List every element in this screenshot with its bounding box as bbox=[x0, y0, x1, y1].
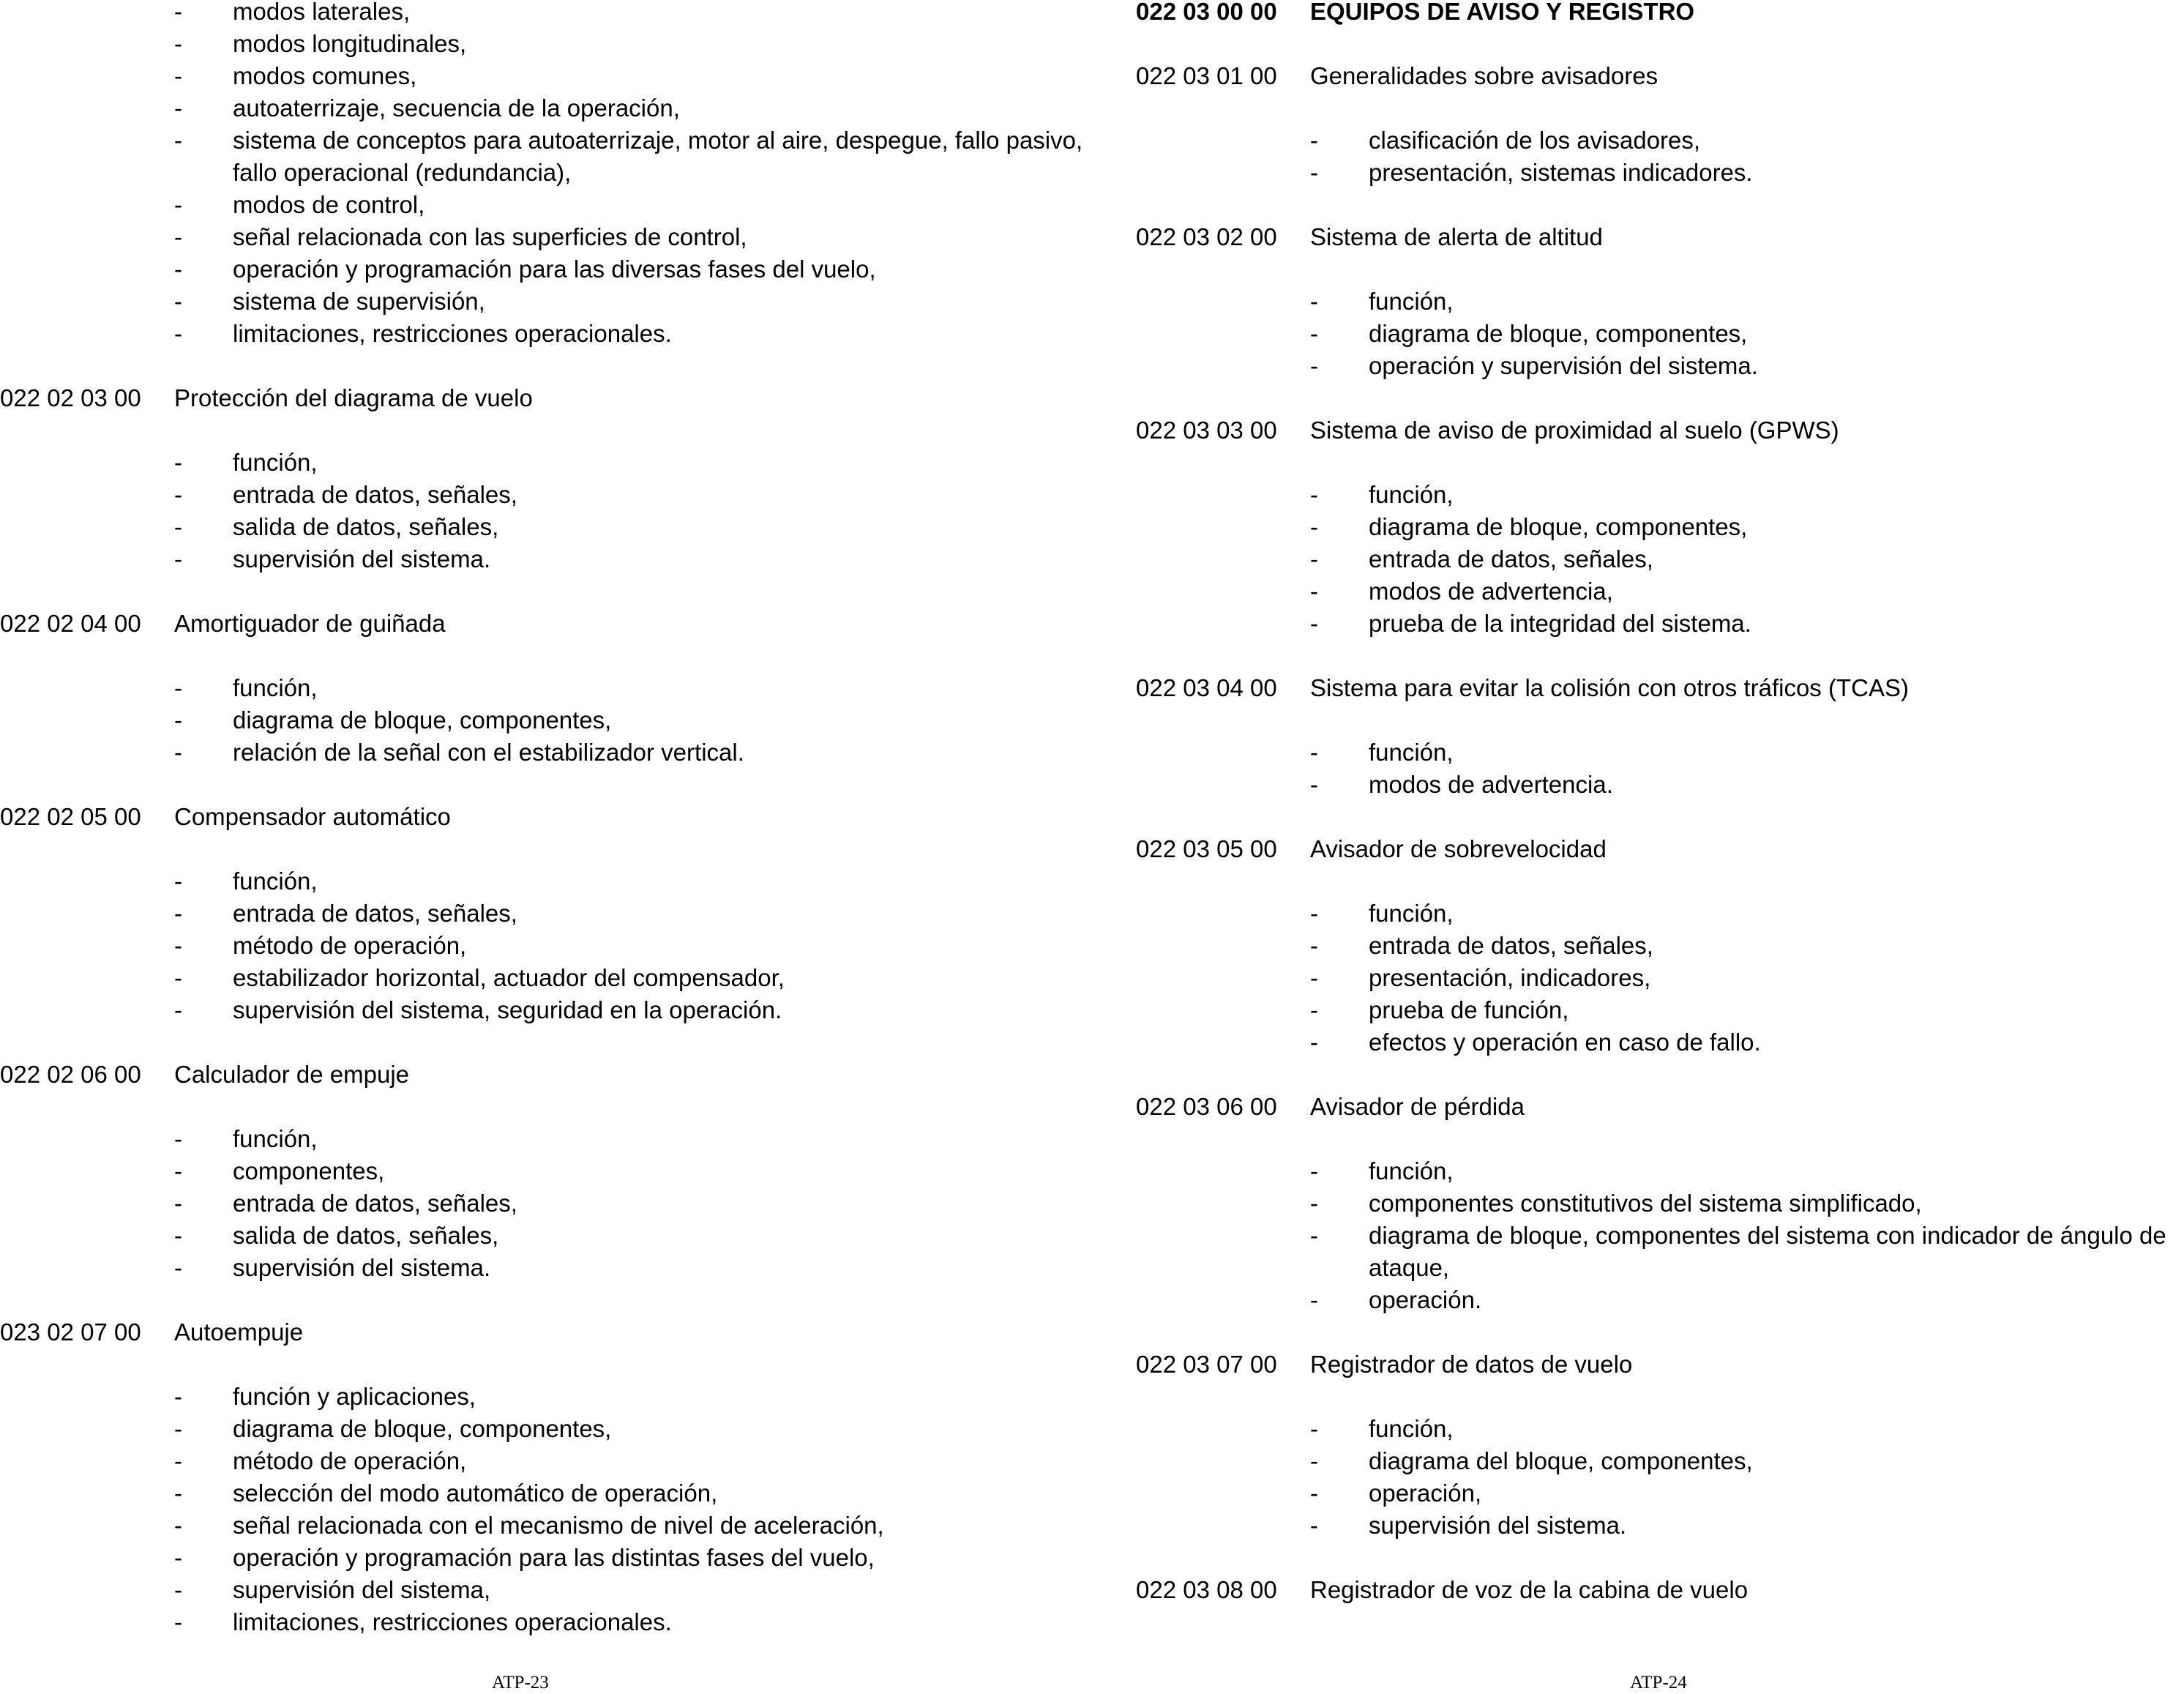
section-heading bbox=[1136, 221, 2184, 253]
list-item-text: relación de la señal con el estabilizador vertical. bbox=[233, 739, 744, 766]
list-item-text: modos comunes, bbox=[233, 62, 417, 89]
section-title: Autoempuje bbox=[174, 1318, 304, 1346]
list-item bbox=[0, 865, 1083, 898]
bullet-dash: - bbox=[1310, 739, 1318, 766]
bullet-list bbox=[1136, 124, 2184, 189]
list-item bbox=[1136, 1155, 2184, 1187]
chapter-code: 022 03 00 00 bbox=[1136, 0, 1277, 25]
section-title: Registrador de datos de vuelo bbox=[1310, 1351, 1633, 1378]
list-item bbox=[1136, 994, 2184, 1026]
list-item bbox=[1136, 1026, 2184, 1059]
list-item-text: método de operación, bbox=[233, 932, 467, 959]
list-item-continuation bbox=[1136, 1252, 2184, 1284]
bullet-dash: - bbox=[1310, 1480, 1318, 1507]
bullet-dash: - bbox=[1310, 578, 1318, 605]
list-item bbox=[1136, 479, 2184, 511]
list-item bbox=[0, 253, 1083, 286]
list-item-text: prueba de la integridad del sistema. bbox=[1369, 610, 1751, 637]
list-item-text: operación y programación para las diversas fases del vuelo, bbox=[233, 255, 876, 283]
list-item bbox=[1136, 511, 2184, 543]
list-item bbox=[0, 92, 1083, 124]
bullet-dash: - bbox=[174, 223, 182, 250]
section-code: 022 03 07 00 bbox=[1136, 1351, 1277, 1378]
bullet-dash: - bbox=[1310, 1157, 1318, 1184]
bullet-dash: - bbox=[174, 900, 182, 927]
bullet-dash: - bbox=[174, 1383, 182, 1410]
section-title: Sistema de aviso de proximidad al suelo (GPWS) bbox=[1310, 417, 1839, 444]
list-item bbox=[1136, 898, 2184, 930]
bullet-dash: - bbox=[174, 1544, 182, 1571]
list-item bbox=[1136, 1187, 2184, 1220]
left-sections bbox=[0, 382, 1083, 1638]
section-code: 022 03 03 00 bbox=[1136, 417, 1277, 444]
section-title: Sistema de alerta de altitud bbox=[1310, 223, 1603, 250]
list-item-text: función, bbox=[1369, 1415, 1454, 1442]
list-item-text: función, bbox=[233, 867, 318, 895]
bullet-dash: - bbox=[174, 1415, 182, 1442]
list-item bbox=[0, 736, 1083, 769]
bullet-dash: - bbox=[1310, 352, 1318, 379]
list-item-text: presentación, indicadores, bbox=[1369, 964, 1651, 991]
section-code: 022 03 02 00 bbox=[1136, 223, 1277, 250]
list-item-text: prueba de función, bbox=[1369, 996, 1569, 1023]
list-item bbox=[1136, 1220, 2184, 1252]
section-title: Generalidades sobre avisadores bbox=[1310, 62, 1658, 89]
list-item-text: componentes constitutivos del sistema simplificado, bbox=[1369, 1190, 1922, 1217]
list-item bbox=[0, 672, 1083, 704]
list-item-text: sistema de supervisión, bbox=[233, 288, 485, 315]
bullet-list bbox=[1136, 736, 2184, 801]
list-item-text: señal relacionada con las superficies de control, bbox=[233, 223, 747, 250]
list-item bbox=[1136, 962, 2184, 994]
list-item-text: función, bbox=[1369, 1157, 1454, 1184]
section-022-03-05-00 bbox=[1136, 833, 2184, 1059]
list-item-text: función, bbox=[1369, 900, 1454, 927]
section-title: Calculador de empuje bbox=[174, 1061, 410, 1088]
bullet-dash: - bbox=[174, 1608, 182, 1635]
section-heading bbox=[1136, 60, 2184, 92]
list-item bbox=[0, 447, 1083, 479]
list-item-text: entrada de datos, señales, bbox=[1369, 932, 1653, 959]
list-item-text: operación y programación para las distintas fases del vuelo, bbox=[233, 1544, 875, 1571]
list-item bbox=[0, 0, 1083, 28]
list-item-text: salida de datos, señales, bbox=[233, 1222, 499, 1249]
list-item bbox=[1136, 608, 2184, 640]
bullet-dash: - bbox=[1310, 1029, 1318, 1056]
section-022-02-05-00 bbox=[0, 801, 1083, 1026]
list-item bbox=[0, 1381, 1083, 1413]
bullet-dash: - bbox=[174, 674, 182, 701]
list-item-text: supervisión del sistema, seguridad en la operación. bbox=[233, 996, 782, 1023]
section-heading bbox=[1136, 833, 2184, 865]
bullet-list bbox=[1136, 479, 2184, 640]
bullet-dash: - bbox=[174, 996, 182, 1023]
list-item-text: estabilizador horizontal, actuador del compensador, bbox=[233, 964, 785, 991]
bullet-dash: - bbox=[174, 739, 182, 766]
list-item-text: función, bbox=[1369, 288, 1454, 315]
bullet-dash: - bbox=[174, 94, 182, 122]
list-item bbox=[0, 1510, 1083, 1542]
section-code: 022 03 01 00 bbox=[1136, 62, 1277, 89]
list-item bbox=[1136, 1284, 2184, 1316]
list-item-text: modos longitudinales, bbox=[233, 30, 467, 57]
right-column bbox=[1136, 0, 2184, 1606]
bullet-dash: - bbox=[174, 1512, 182, 1539]
list-item bbox=[0, 543, 1083, 575]
section-023-02-07-00 bbox=[0, 1316, 1083, 1638]
list-item-text: selección del modo automático de operación, bbox=[233, 1480, 718, 1507]
continued-bullet-list bbox=[0, 0, 1083, 350]
list-item-text: modos laterales, bbox=[233, 0, 411, 25]
bullet-dash: - bbox=[1310, 932, 1318, 959]
list-item-text: sistema de conceptos para autoaterrizaje, motor al aire, despegue, fallo pasivo, fallo operacional (redundancia), bbox=[233, 127, 1083, 186]
section-heading bbox=[0, 1059, 1083, 1091]
list-item-text: supervisión del sistema. bbox=[233, 545, 491, 572]
bullet-dash: - bbox=[174, 932, 182, 959]
bullet-dash: - bbox=[174, 30, 182, 57]
list-item bbox=[0, 930, 1083, 962]
list-item bbox=[0, 318, 1083, 350]
left-column bbox=[0, 0, 1083, 1638]
list-item-text: limitaciones, restricciones operacionales. bbox=[233, 320, 672, 347]
list-item bbox=[0, 1155, 1083, 1187]
bullet-dash: - bbox=[174, 191, 182, 218]
bullet-list bbox=[0, 865, 1083, 1026]
bullet-dash: - bbox=[1310, 1415, 1318, 1442]
list-item bbox=[1136, 350, 2184, 382]
section-title: Avisador de pérdida bbox=[1310, 1093, 1525, 1120]
list-item-text: función, bbox=[1369, 739, 1454, 766]
section-code: 022 02 05 00 bbox=[0, 803, 141, 830]
list-item-text: salida de datos, señales, bbox=[233, 513, 499, 540]
list-item bbox=[0, 1606, 1083, 1638]
bullet-dash: - bbox=[1310, 996, 1318, 1023]
list-item bbox=[1136, 769, 2184, 801]
list-item-text: función, bbox=[233, 674, 318, 701]
list-item-text: diagrama del bloque, componentes, bbox=[1369, 1447, 1753, 1474]
section-code: 023 02 07 00 bbox=[0, 1318, 141, 1346]
list-item bbox=[0, 286, 1083, 318]
list-item-text: efectos y operación en caso de fallo. bbox=[1369, 1029, 1761, 1056]
bullet-dash: - bbox=[174, 867, 182, 895]
section-022-03-01-00 bbox=[1136, 60, 2184, 189]
list-item bbox=[0, 1445, 1083, 1477]
list-item-text: entrada de datos, señales, bbox=[233, 481, 517, 508]
section-heading bbox=[1136, 672, 2184, 704]
bullet-dash: - bbox=[174, 1125, 182, 1152]
list-item-text: clasificación de los avisadores, bbox=[1369, 127, 1701, 154]
bullet-dash: - bbox=[1310, 1190, 1318, 1217]
list-item-text: limitaciones, restricciones operacionales. bbox=[233, 1608, 672, 1635]
list-item bbox=[1136, 1510, 2184, 1542]
section-heading bbox=[1136, 1091, 2184, 1123]
list-item bbox=[1136, 543, 2184, 575]
list-item bbox=[1136, 286, 2184, 318]
list-item bbox=[1136, 124, 2184, 157]
section-code: 022 02 06 00 bbox=[0, 1061, 141, 1088]
list-item bbox=[0, 189, 1083, 221]
list-item-text: componentes, bbox=[233, 1157, 385, 1184]
list-item bbox=[1136, 575, 2184, 608]
bullet-dash: - bbox=[174, 449, 182, 476]
list-item bbox=[0, 962, 1083, 994]
section-heading bbox=[0, 608, 1083, 640]
bullet-dash: - bbox=[1310, 127, 1318, 154]
list-item bbox=[0, 1252, 1083, 1284]
list-item bbox=[0, 1220, 1083, 1252]
right-page bbox=[1136, 0, 2184, 1694]
left-page bbox=[0, 0, 1083, 1694]
list-item bbox=[0, 704, 1083, 736]
bullet-dash: - bbox=[174, 1222, 182, 1249]
bullet-dash: - bbox=[1310, 610, 1318, 637]
chapter-heading bbox=[1136, 0, 2184, 28]
list-item-text: método de operación, bbox=[233, 1447, 467, 1474]
bullet-list bbox=[0, 1123, 1083, 1284]
bullet-dash: - bbox=[174, 0, 182, 25]
bullet-dash: - bbox=[1310, 900, 1318, 927]
section-022-02-04-00 bbox=[0, 608, 1083, 769]
bullet-dash: - bbox=[174, 1157, 182, 1184]
list-item-text: supervisión del sistema. bbox=[1369, 1512, 1627, 1539]
list-item-text: función y aplicaciones, bbox=[233, 1383, 476, 1410]
list-item-text: señal relacionada con el mecanismo de nivel de aceleración, bbox=[233, 1512, 884, 1539]
list-item-text: diagrama de bloque, componentes del sistema con indicador de ángulo de bbox=[1369, 1222, 2166, 1249]
section-022-03-06-00 bbox=[1136, 1091, 2184, 1316]
list-item bbox=[0, 1187, 1083, 1220]
list-item bbox=[1136, 930, 2184, 962]
section-heading bbox=[1136, 1574, 2184, 1606]
list-item-text: función, bbox=[233, 1125, 318, 1152]
bullet-dash: - bbox=[174, 964, 182, 991]
chapter-title: EQUIPOS DE AVISO Y REGISTRO bbox=[1310, 0, 1695, 25]
list-item-text: diagrama de bloque, componentes, bbox=[233, 1415, 612, 1442]
bullet-list bbox=[0, 447, 1083, 575]
list-item-text: entrada de datos, señales, bbox=[233, 1190, 517, 1217]
bullet-list bbox=[1136, 286, 2184, 382]
bullet-dash: - bbox=[1310, 1512, 1318, 1539]
list-item bbox=[0, 1574, 1083, 1606]
bullet-dash: - bbox=[174, 1576, 182, 1603]
bullet-dash: - bbox=[174, 1480, 182, 1507]
bullet-list bbox=[1136, 898, 2184, 1059]
list-item bbox=[0, 1477, 1083, 1510]
section-title: Protección del diagrama de vuelo bbox=[174, 384, 533, 411]
bullet-dash: - bbox=[1310, 964, 1318, 991]
list-item bbox=[0, 60, 1083, 92]
section-code: 022 02 04 00 bbox=[0, 610, 141, 637]
section-022-03-08-00 bbox=[1136, 1574, 2184, 1606]
list-item-text: operación, bbox=[1369, 1480, 1482, 1507]
page-number-right: ATP-24 bbox=[1630, 1673, 1687, 1693]
list-item bbox=[1136, 736, 2184, 769]
bullet-dash: - bbox=[174, 1447, 182, 1474]
section-title: Avisador de sobrevelocidad bbox=[1310, 835, 1607, 862]
bullet-dash: - bbox=[174, 255, 182, 283]
bullet-list bbox=[0, 672, 1083, 769]
bullet-dash: - bbox=[1310, 1447, 1318, 1474]
list-item bbox=[0, 1413, 1083, 1445]
list-item bbox=[0, 511, 1083, 543]
bullet-dash: - bbox=[174, 1190, 182, 1217]
list-item bbox=[0, 221, 1083, 253]
bullet-dash: - bbox=[174, 481, 182, 508]
section-022-02-03-00 bbox=[0, 382, 1083, 575]
bullet-dash: - bbox=[1310, 771, 1318, 798]
list-item bbox=[0, 1542, 1083, 1574]
section-code: 022 03 06 00 bbox=[1136, 1093, 1277, 1120]
bullet-dash: - bbox=[1310, 513, 1318, 540]
list-item-text: ataque, bbox=[1369, 1254, 1450, 1281]
list-item-text: presentación, sistemas indicadores. bbox=[1369, 159, 1753, 186]
section-code: 022 03 05 00 bbox=[1136, 835, 1277, 862]
list-item-text: entrada de datos, señales, bbox=[233, 900, 517, 927]
bullet-dash: - bbox=[1310, 1286, 1318, 1313]
bullet-dash: - bbox=[174, 545, 182, 572]
section-heading bbox=[0, 382, 1083, 414]
list-item-text: diagrama de bloque, componentes, bbox=[233, 706, 612, 734]
bullet-dash: - bbox=[1310, 288, 1318, 315]
section-022-03-03-00 bbox=[1136, 414, 2184, 640]
list-item bbox=[0, 994, 1083, 1026]
list-item-text: autoaterrizaje, secuencia de la operación, bbox=[233, 94, 680, 122]
list-item bbox=[1136, 1413, 2184, 1445]
list-item-text: supervisión del sistema, bbox=[233, 1576, 491, 1603]
list-item bbox=[0, 124, 1083, 189]
section-code: 022 03 04 00 bbox=[1136, 674, 1277, 701]
section-heading bbox=[1136, 1348, 2184, 1381]
list-item bbox=[1136, 1477, 2184, 1510]
list-item-text: diagrama de bloque, componentes, bbox=[1369, 513, 1748, 540]
section-title: Registrador de voz de la cabina de vuelo bbox=[1310, 1576, 1749, 1603]
bullet-dash: - bbox=[174, 127, 182, 154]
section-title: Amortiguador de guiñada bbox=[174, 610, 446, 637]
list-item bbox=[0, 28, 1083, 60]
list-item bbox=[0, 898, 1083, 930]
bullet-dash: - bbox=[174, 288, 182, 315]
section-heading bbox=[0, 801, 1083, 833]
list-item-text: diagrama de bloque, componentes, bbox=[1369, 320, 1748, 347]
section-code: 022 03 08 00 bbox=[1136, 1576, 1277, 1603]
bullet-dash: - bbox=[174, 706, 182, 734]
bullet-dash: - bbox=[174, 320, 182, 347]
list-item-text: función, bbox=[233, 449, 318, 476]
section-022-03-02-00 bbox=[1136, 221, 2184, 382]
section-code: 022 02 03 00 bbox=[0, 384, 141, 411]
list-item-text: modos de advertencia, bbox=[1369, 578, 1613, 605]
list-item-text: función, bbox=[1369, 481, 1454, 508]
section-022-03-07-00 bbox=[1136, 1348, 2184, 1542]
bullet-dash: - bbox=[174, 1254, 182, 1281]
list-item-text: entrada de datos, señales, bbox=[1369, 545, 1653, 572]
bullet-dash: - bbox=[174, 513, 182, 540]
list-item-text: operación y supervisión del sistema. bbox=[1369, 352, 1758, 379]
list-item-text: supervisión del sistema. bbox=[233, 1254, 491, 1281]
bullet-dash: - bbox=[1310, 1222, 1318, 1249]
section-022-02-06-00 bbox=[0, 1059, 1083, 1284]
page-number-left: ATP-23 bbox=[492, 1673, 549, 1693]
list-item-text: modos de advertencia. bbox=[1369, 771, 1613, 798]
list-item bbox=[1136, 1445, 2184, 1477]
bullet-dash: - bbox=[1310, 545, 1318, 572]
list-item bbox=[0, 479, 1083, 511]
bullet-list bbox=[1136, 1413, 2184, 1542]
section-022-03-04-00 bbox=[1136, 672, 2184, 801]
list-item-text: modos de control, bbox=[233, 191, 425, 218]
list-item bbox=[1136, 318, 2184, 350]
section-heading bbox=[0, 1316, 1083, 1348]
section-heading bbox=[1136, 414, 2184, 447]
list-item bbox=[0, 1123, 1083, 1155]
section-title: Compensador automático bbox=[174, 803, 451, 830]
bullet-dash: - bbox=[1310, 481, 1318, 508]
list-item-text: operación. bbox=[1369, 1286, 1482, 1313]
bullet-list bbox=[1136, 1155, 2184, 1316]
bullet-dash: - bbox=[174, 62, 182, 89]
bullet-dash: - bbox=[1310, 320, 1318, 347]
bullet-dash: - bbox=[1310, 159, 1318, 186]
right-sections bbox=[1136, 60, 2184, 1606]
list-item bbox=[1136, 157, 2184, 189]
section-title: Sistema para evitar la colisión con otros tráficos (TCAS) bbox=[1310, 674, 1909, 701]
bullet-list bbox=[0, 1381, 1083, 1638]
